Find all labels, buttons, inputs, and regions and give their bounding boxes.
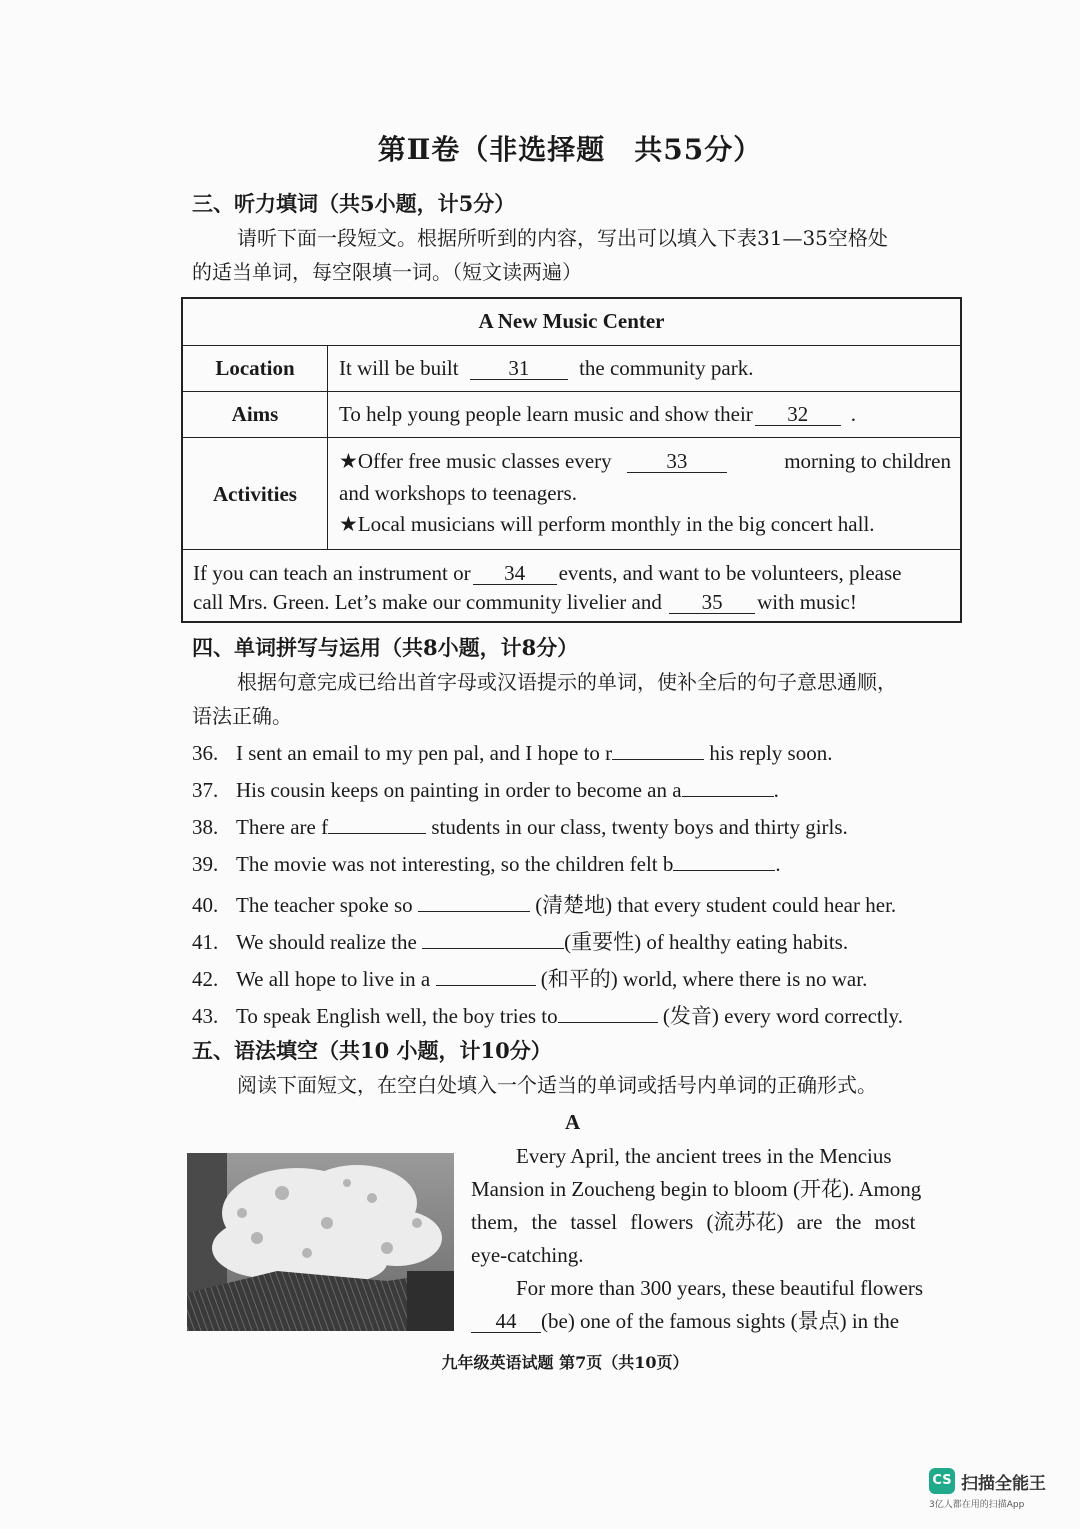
activities-line2: and workshops to teenagers. bbox=[339, 481, 577, 505]
location-content: It will be built 31 the community park. bbox=[339, 356, 754, 380]
section5-instruction: 阅读下面短文，在空白处填入一个适当的单词或括号内单词的正确形式。 bbox=[237, 1073, 877, 1097]
question-39: 39. The movie was not interesting, so the children felt b . bbox=[192, 852, 781, 876]
answer-blank[interactable] bbox=[673, 870, 775, 871]
blank-34[interactable]: 34 bbox=[473, 562, 557, 585]
volunteer-line1: If you can teach an instrument or 34 events, and want to be volunteers, please bbox=[193, 561, 902, 585]
question-37: 37. His cousin keeps on painting in order to become an a . bbox=[192, 778, 779, 802]
answer-blank[interactable] bbox=[682, 796, 774, 797]
question-41: 41. We should realize the (重要性) of healthy eating habits. bbox=[192, 930, 849, 954]
question-36: 36. I sent an email to my pen pal, and I hope to r his reply soon. bbox=[192, 741, 833, 765]
section4-heading: 四、单词拼写与运用（共8小题，计8分） bbox=[192, 635, 579, 660]
answer-blank[interactable] bbox=[418, 911, 530, 912]
music-center-table bbox=[181, 297, 962, 623]
passage-line6: 44 (be) one of the famous sights (景点) in the bbox=[471, 1305, 951, 1338]
question-43: 43. To speak English well, the boy tries to (发音) every word correctly. bbox=[192, 1004, 903, 1028]
activities-line1: ★Offer free music classes every 33 morning to children bbox=[339, 449, 951, 473]
question-40: 40. The teacher spoke so (清楚地) that every student could hear her. bbox=[192, 893, 897, 917]
table-title: A New Music Center bbox=[478, 309, 665, 333]
section3-instruction-line2: 的适当单词，每空限填一词。（短文读两遍） bbox=[192, 260, 582, 284]
blank-33[interactable]: 33 bbox=[627, 450, 727, 473]
section3-instruction-line1: 请听下面一段短文。根据所听到的内容，写出可以填入下表31—35空格处 bbox=[237, 226, 888, 250]
aims-label: Aims bbox=[231, 402, 279, 426]
volunteer-line2: call Mrs. Green. Let’s make our community livelier and 35 with music! bbox=[193, 590, 857, 614]
passage-line4: eye-catching. bbox=[471, 1243, 584, 1267]
answer-blank[interactable] bbox=[328, 833, 426, 834]
blank-31[interactable]: 31 bbox=[470, 357, 568, 380]
exam-part-title: 第Ⅱ卷（非选择题 共55分） bbox=[377, 133, 763, 166]
question-38: 38. There are f students in our class, twenty boys and thirty girls. bbox=[192, 815, 848, 839]
passage-line5: For more than 300 years, these beautiful flowers bbox=[516, 1276, 924, 1300]
passage-line1: Every April, the ancient trees in the Mencius bbox=[516, 1144, 892, 1168]
location-label: Location bbox=[215, 356, 295, 380]
scanner-watermark bbox=[929, 1468, 1054, 1510]
activities-label: Activities bbox=[213, 482, 297, 506]
passage-line2: Mansion in Zoucheng begin to bloom (开花). Among bbox=[471, 1177, 922, 1201]
question-42: 42. We all hope to live in a (和平的) world, where there is no war. bbox=[192, 967, 868, 991]
section4-instruction-line1: 根据句意完成已给出首字母或汉语提示的单词，使补全后的句子意思通顺， bbox=[237, 670, 897, 694]
section3-heading: 三、听力填词（共5小题，计5分） bbox=[192, 191, 516, 216]
blank-44[interactable]: 44 bbox=[471, 1310, 541, 1333]
activities-line3: ★Local musicians will perform monthly in the big concert hall. bbox=[339, 512, 875, 536]
section5-heading: 五、语法填空（共10 小题，计10分） bbox=[192, 1038, 552, 1063]
blank-35[interactable]: 35 bbox=[669, 591, 755, 614]
page-footer: 九年级英语试题 第7页（共10页） bbox=[441, 1353, 689, 1372]
camscanner-logo-icon: CS bbox=[929, 1468, 955, 1494]
answer-blank[interactable] bbox=[558, 1022, 658, 1023]
tassel-tree-photo bbox=[187, 1153, 454, 1331]
watermark-name: 扫描全能王 bbox=[961, 1473, 1046, 1494]
passage-line3: them, the tassel flowers (流苏花) are the most bbox=[471, 1210, 916, 1234]
aims-content: To help young people learn music and show their 32 . bbox=[339, 402, 857, 426]
answer-blank[interactable] bbox=[612, 759, 704, 760]
answer-blank[interactable] bbox=[422, 948, 564, 949]
passage-letter: A bbox=[565, 1110, 581, 1134]
answer-blank[interactable] bbox=[436, 985, 536, 986]
section4-instruction-line2: 语法正确。 bbox=[192, 704, 292, 728]
watermark-tagline: 3亿人都在用的扫描App bbox=[929, 1500, 1025, 1510]
blank-32[interactable]: 32 bbox=[755, 403, 841, 426]
